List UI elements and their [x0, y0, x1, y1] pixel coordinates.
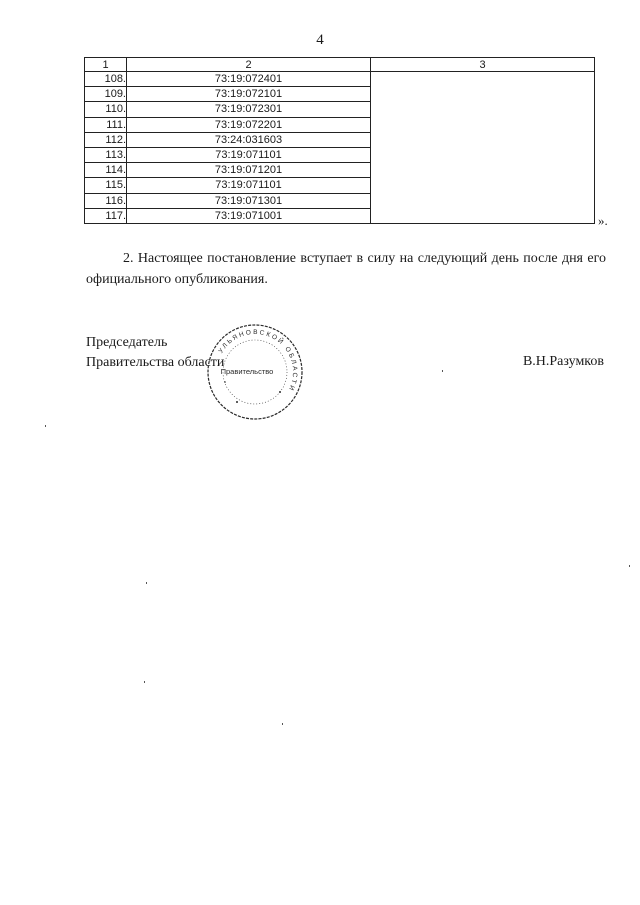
cadastral-code: 73:19:072301	[127, 102, 371, 117]
page-number: 4	[316, 32, 324, 48]
scan-speck	[144, 681, 145, 683]
row-number: 113.	[85, 147, 127, 162]
header-col-1: 1	[85, 58, 127, 72]
row-number: 108.	[85, 72, 127, 87]
signer-title	[86, 333, 224, 373]
cadastral-code: 73:19:071101	[127, 147, 371, 162]
cadastral-code: 73:19:071001	[127, 208, 371, 223]
signer-name: В.Н.Разумков	[522, 354, 604, 369]
cadastral-code: 73:19:071301	[127, 193, 371, 208]
scan-speck	[442, 370, 443, 372]
row-number: 110.	[85, 102, 127, 117]
row-number: 112.	[85, 132, 127, 147]
signer-title-line-1: Председатель	[86, 335, 168, 350]
column-3-cell	[371, 72, 595, 224]
cadastral-code: 73:19:071201	[127, 163, 371, 178]
signer-title-line-2: Правительства области	[86, 355, 225, 370]
row-number: 117.	[85, 208, 127, 223]
seal-center-text: Правительство	[220, 367, 274, 376]
scan-speck	[146, 582, 147, 584]
row-number: 114.	[85, 163, 127, 178]
scan-speck	[45, 425, 46, 427]
row-number: 116.	[85, 193, 127, 208]
effective-date-paragraph: 2. Настоящее постановление вступает в силу на следующий день после дня его официального опубликования.	[86, 251, 606, 287]
header-col-2: 2	[127, 58, 371, 72]
official-seal-stamp	[205, 322, 305, 422]
cadastral-code: 73:19:072201	[127, 117, 371, 132]
closing-quote: ».	[598, 213, 608, 228]
table-row	[85, 72, 595, 87]
table-header-row	[85, 58, 595, 72]
cadastral-code: 73:19:072401	[127, 72, 371, 87]
row-number: 115.	[85, 178, 127, 193]
row-number: 109.	[85, 87, 127, 102]
row-number: 111.	[85, 117, 127, 132]
scan-speck	[629, 565, 630, 567]
cadastral-table	[84, 57, 595, 224]
cadastral-code: 73:19:072101	[127, 87, 371, 102]
header-col-3: 3	[371, 58, 595, 72]
cadastral-code: 73:24:031603	[127, 132, 371, 147]
scan-speck	[282, 723, 283, 725]
cadastral-code: 73:19:071101	[127, 178, 371, 193]
seal-ring-text: УЛЬЯНОВСКОЙ ОБЛАСТИ	[217, 328, 299, 393]
